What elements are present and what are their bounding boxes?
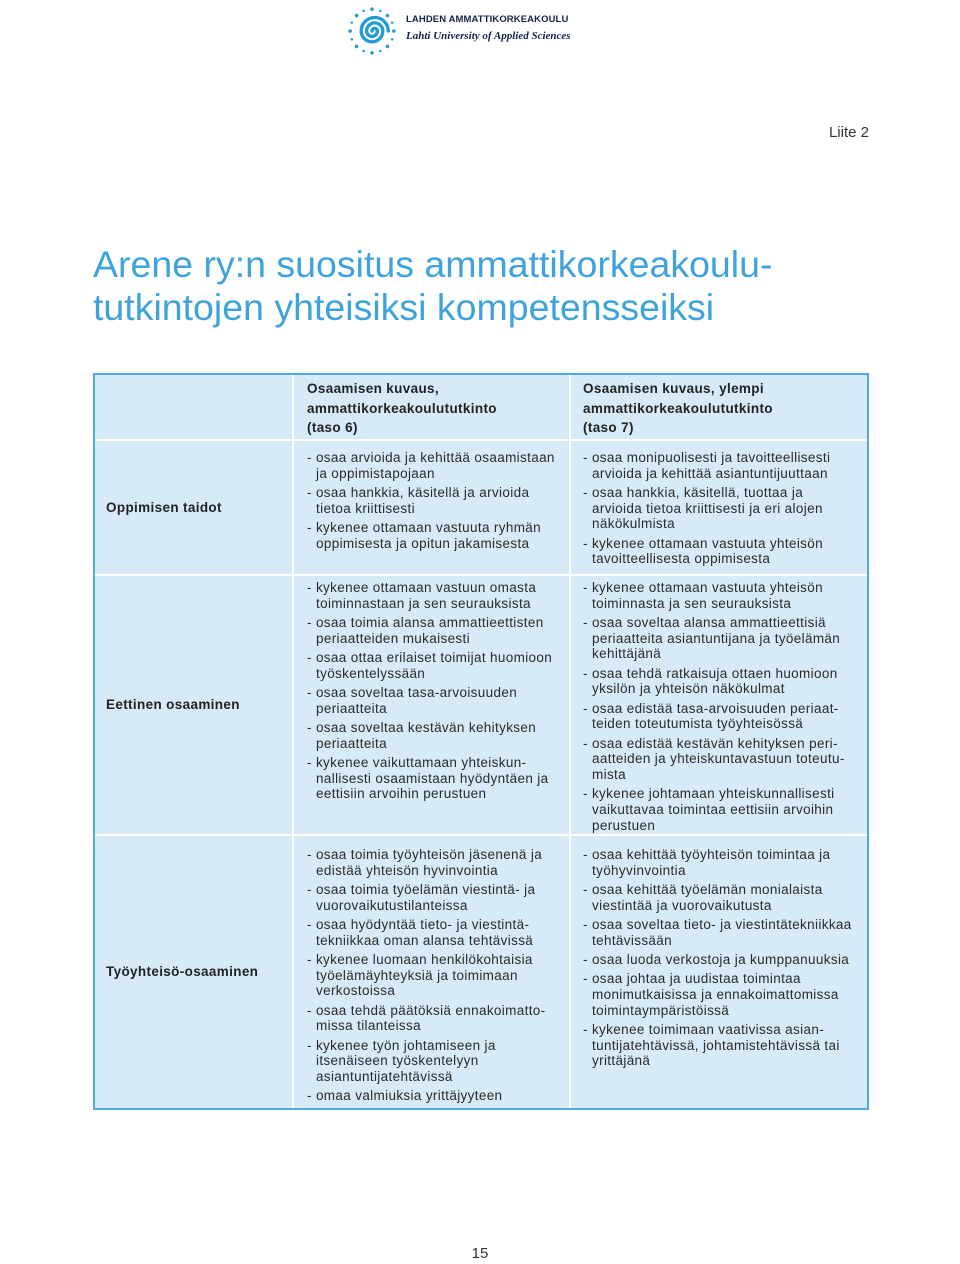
page-title-line-2: tutkintojen yhteisiksi kompetensseiksi	[93, 286, 715, 328]
column-header-line: Osaamisen kuvaus,	[307, 381, 440, 396]
bullet-line: tehtävissään	[592, 932, 672, 948]
page-title	[93, 243, 772, 329]
bullet-line: edistää yhteisön hyvinvointia	[316, 862, 499, 878]
bullet-line: - kykenee ottamaan vastuuta yhteisön	[583, 535, 823, 551]
bullet-line: eettisiin arvoihin perustuen	[316, 786, 487, 802]
bullet-line: - osaa toimia työelämän viestintä- ja	[307, 882, 536, 897]
bullet-item	[583, 736, 867, 783]
bullet-line: - osaa monipuolisesti ja tavoitteellisesti	[583, 450, 831, 465]
bachelor-competence-cell	[294, 441, 569, 574]
column-header-line: ammattikorkeakoulututkinto	[583, 400, 773, 416]
bullet-line: arvioida ja kehittää asiantuntijuuttaan	[592, 465, 828, 481]
bullet-line: työskentelyssään	[316, 665, 426, 681]
bullet-line: näkökulmista	[592, 516, 675, 532]
bullet-line: ja oppimistapojaan	[316, 465, 435, 481]
bullet-line: tietoa kriittisesti	[316, 500, 415, 516]
bullet-item	[583, 1022, 867, 1069]
bullet-line: tuntijatehtävissä, johtamistehtävissä tai	[592, 1037, 840, 1053]
bullet-line: - osaa tehdä päätöksiä ennakoimatto-	[307, 1002, 546, 1018]
bullet-line: - omaa valmiuksia yrittäjyyteen	[307, 1088, 503, 1104]
bullet-line: - osaa ottaa erilaiset toimijat huomioon	[307, 650, 553, 665]
bullet-item	[307, 580, 569, 611]
column-header-line: ammattikorkeakoulututkinto	[307, 400, 497, 416]
master-competence-cell	[571, 441, 867, 574]
column-header-bachelor	[294, 375, 569, 439]
master-competence-cell	[571, 836, 867, 1108]
logo-subtitle: Lahti University of Applied Sciences	[406, 30, 571, 42]
column-header-master	[571, 375, 867, 439]
bullet-line: - osaa soveltaa tasa-arvoisuuden	[307, 685, 518, 700]
bullet-line: toiminnasta ja sen seurauksista	[592, 595, 792, 611]
bullet-item	[583, 485, 867, 532]
bullet-line: periaatteita	[316, 700, 387, 716]
bullet-line: - osaa arvioida ja kehittää osaamistaan	[307, 450, 555, 465]
bullet-line: työhyvinvointia	[592, 862, 686, 878]
row-label-text: Eettinen osaaminen	[106, 697, 240, 713]
bullet-line: periaatteita	[316, 735, 387, 751]
bullet-line: - osaa kehittää työyhteisön toimintaa ja	[583, 847, 831, 862]
bullet-line: aatteiden ja yhteiskuntavastuun toteutu-	[592, 751, 845, 767]
bullet-line: teiden toteutumista työyhteisössä	[592, 716, 804, 732]
bullet-line: - osaa soveltaa kestävän kehityksen	[307, 720, 537, 735]
bullet-line: - osaa hankkia, käsitellä, tuottaa ja	[583, 485, 804, 500]
bullet-line: - osaa luoda verkostoja ja kumppanuuksia	[583, 952, 850, 967]
bullet-line: - kykenee vaikuttamaan yhteiskun-	[307, 755, 527, 770]
appendix-label: Liite 2	[828, 124, 869, 141]
bullet-line: - kykenee johtamaan yhteiskunnallisesti	[583, 786, 835, 802]
bullet-line: toiminnastaan ja sen seurauksista	[316, 595, 531, 611]
bullet-item	[307, 882, 569, 913]
bullet-item	[307, 520, 569, 551]
bullet-item	[583, 450, 867, 481]
bullet-item	[307, 650, 569, 681]
bullet-line: asiantuntijatehtävissä	[316, 1069, 453, 1085]
master-competence-cell	[571, 576, 867, 834]
bullet-item	[307, 952, 569, 999]
bullet-item	[307, 1038, 569, 1085]
bullet-line: tekniikkaa oman alansa tehtävissä	[316, 932, 534, 948]
logo-wordmark	[406, 14, 571, 43]
bullet-line: - osaa soveltaa alansa ammattieettisiä	[583, 615, 826, 630]
bullet-item	[583, 882, 867, 913]
bullet-line: työelämäyhteyksiä ja toimimaan	[316, 967, 518, 983]
bullet-item	[307, 917, 569, 948]
lamk-spiral-logo-icon	[346, 5, 398, 57]
bullet-line: - osaa hyödyntää tieto- ja viestintä-	[307, 917, 530, 932]
bullet-line: periaatteita asiantuntijana ja työelämän	[592, 630, 841, 646]
bullet-line: vuorovaikutustilanteissa	[316, 897, 468, 913]
bullet-line: tavoitteellisesta oppimisesta	[592, 551, 771, 567]
bullet-item	[583, 666, 867, 697]
bullet-item	[307, 485, 569, 516]
bullet-line: itsenäiseen työskentelyyn	[316, 1053, 479, 1069]
bullet-line: nallisesti osaamistaan hyödyntäen ja	[316, 770, 549, 786]
bullet-line: oppimisesta ja opitun jakamisesta	[316, 535, 530, 551]
bullet-item	[583, 917, 867, 948]
bullet-line: monimutkaisissa ja ennakoimattomissa	[592, 987, 839, 1002]
bullet-item	[307, 1088, 569, 1104]
bullet-line: - osaa edistää kestävän kehityksen peri-	[583, 735, 838, 751]
bullet-line: vaikuttavaa toimintaa eettisiin arvoihin	[592, 802, 834, 818]
bullet-line: verkostoissa	[316, 983, 396, 999]
bullet-line: toimintaympäristöissä	[592, 1002, 730, 1018]
bullet-line: yksilön ja yhteisön näkökulmat	[592, 681, 785, 697]
bullet-line: - kykenee ottamaan vastuuta yhteisön	[583, 580, 823, 595]
bullet-line: - osaa hankkia, käsitellä ja arvioida	[307, 485, 530, 500]
bachelor-competence-cell	[294, 836, 569, 1108]
bullet-line: mista	[592, 767, 627, 783]
bullet-item	[583, 580, 867, 611]
bullet-line: - kykenee luomaan henkilökohtaisia	[307, 952, 533, 967]
competence-table	[93, 373, 869, 1110]
column-header-line: (taso 7)	[583, 420, 634, 435]
page-number: 15	[471, 1245, 489, 1262]
logo-name: LAHDEN AMMATTIKORKEAKOULU	[406, 14, 569, 25]
bullet-line: - kykenee työn johtamiseen ja	[307, 1037, 496, 1053]
bullet-item	[307, 847, 569, 878]
row-label	[95, 441, 292, 574]
row-label	[95, 836, 292, 1108]
bullet-line: missa tilanteissa	[316, 1018, 421, 1034]
bullet-item	[583, 536, 867, 567]
bullet-line: kehittäjänä	[592, 646, 662, 662]
bachelor-competence-cell	[294, 576, 569, 834]
bullet-line: - osaa soveltaa tieto- ja viestintätekniikkaa	[583, 917, 852, 932]
row-label-text: Työyhteisö-osaaminen	[106, 964, 259, 980]
page-title-line-1: Arene ry:n suositus ammattikorkeakoulu-	[93, 243, 773, 285]
bullet-line: - kykenee toimimaan vaativissa asian-	[583, 1022, 825, 1037]
bullet-item	[583, 615, 867, 662]
bullet-item	[583, 952, 867, 968]
column-header-line: Osaamisen kuvaus, ylempi	[583, 381, 764, 396]
bullet-item	[307, 615, 569, 646]
bullet-line: yrittäjänä	[592, 1053, 651, 1069]
bullet-line: - osaa tehdä ratkaisuja ottaen huomioon	[583, 665, 838, 681]
bullet-line: - kykenee ottamaan vastuun omasta	[307, 580, 537, 595]
bullet-line: perustuen	[592, 817, 656, 833]
bullet-item	[583, 847, 867, 878]
bullet-item	[307, 755, 569, 802]
row-label-text: Oppimisen taidot	[106, 499, 222, 515]
bullet-item	[307, 1003, 569, 1034]
bullet-item	[583, 971, 867, 1018]
bullet-line: - osaa johtaa ja uudistaa toimintaa	[583, 971, 801, 987]
bullet-item	[583, 786, 867, 833]
bullet-line: - osaa edistää tasa-arvoisuuden periaat-	[583, 700, 839, 716]
bullet-line: periaatteiden mukaisesti	[316, 630, 470, 646]
bullet-line: arvioida tietoa kriittisesti ja eri alojen	[592, 500, 823, 516]
bullet-item	[307, 720, 569, 751]
bullet-line: - osaa toimia alansa ammattieettisten	[307, 615, 544, 630]
bullet-item	[307, 685, 569, 716]
bullet-item	[307, 450, 569, 481]
bullet-line: viestintää ja vuorovaikutusta	[592, 897, 772, 913]
bullet-line: - kykenee ottamaan vastuuta ryhmän	[307, 520, 542, 535]
bullet-line: - osaa kehittää työelämän monialaista	[583, 882, 823, 897]
bullet-line: - osaa toimia työyhteisön jäsenenä ja	[307, 847, 543, 862]
row-label	[95, 576, 292, 834]
column-header-line: (taso 6)	[307, 420, 358, 435]
bullet-item	[583, 701, 867, 732]
header-empty-cell	[95, 375, 292, 439]
